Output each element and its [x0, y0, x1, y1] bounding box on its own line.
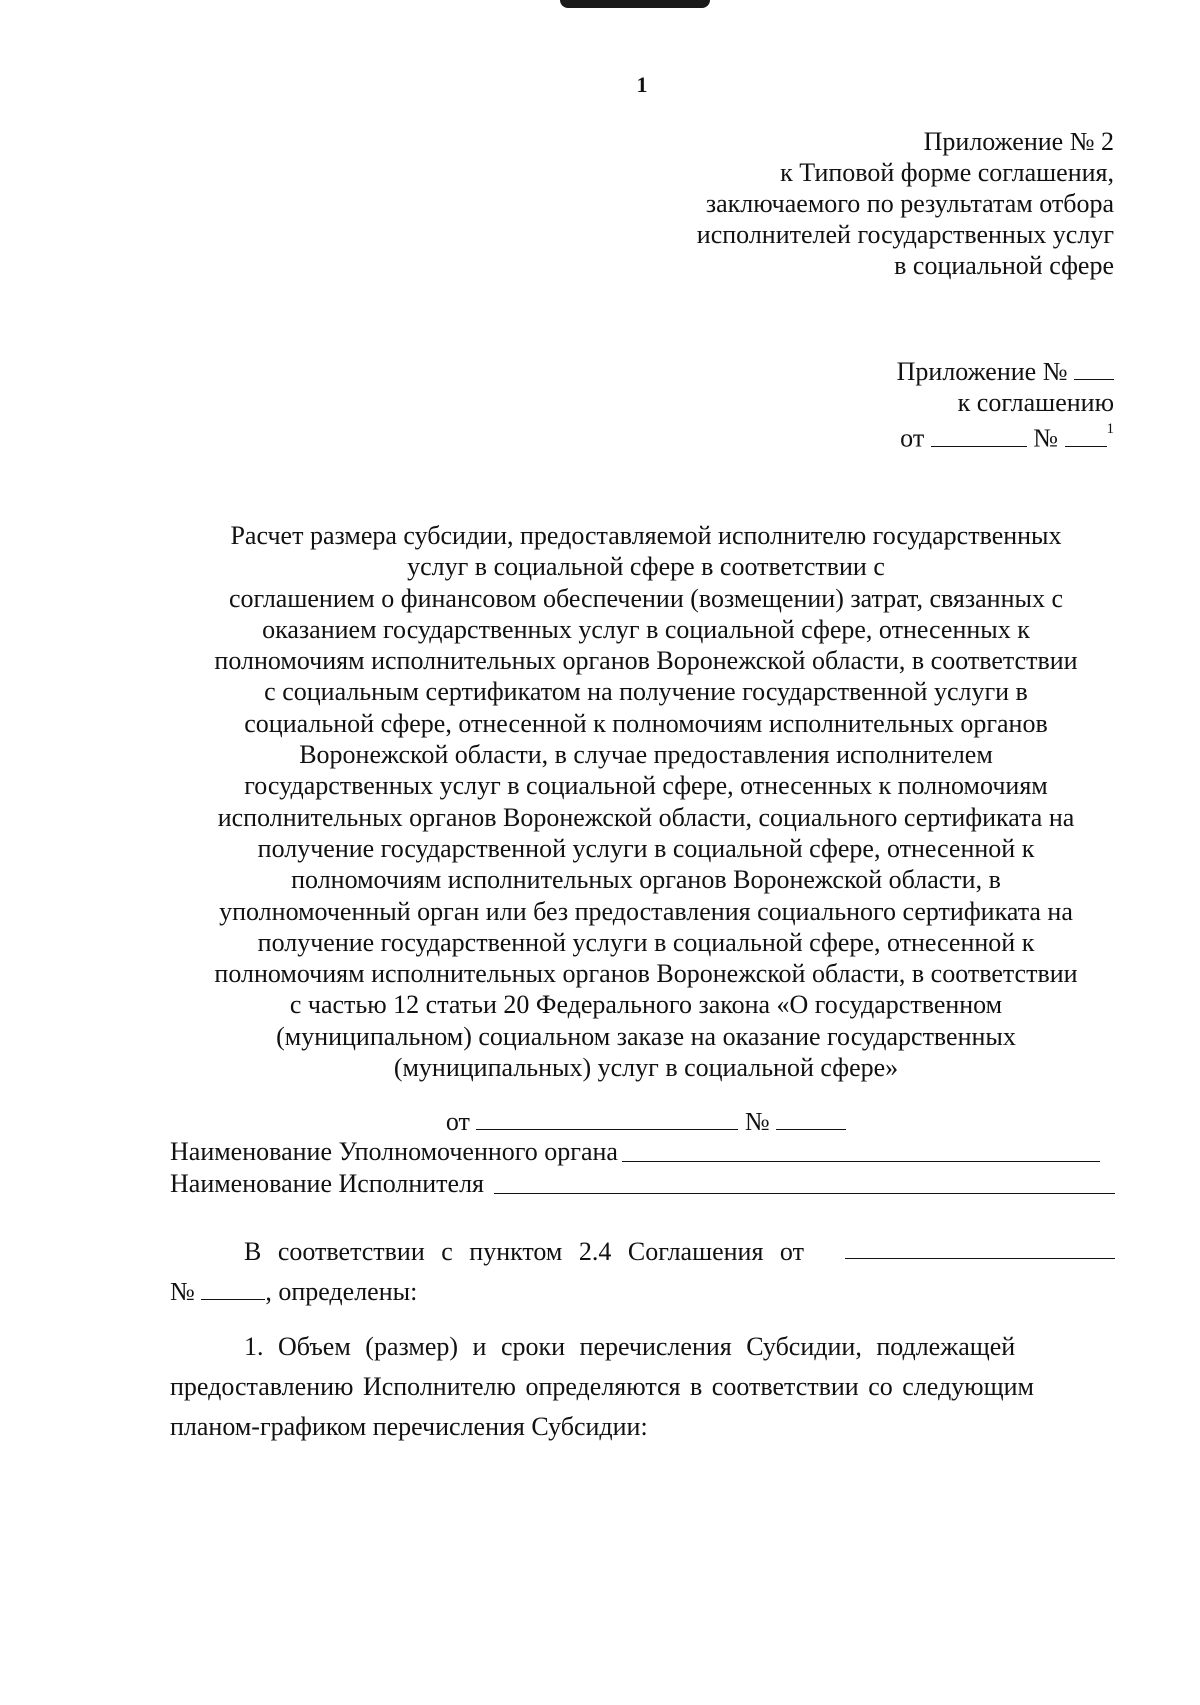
title-line: социальной сфере, отнесенной к полномочиям исполнительных органов	[244, 708, 1048, 738]
footnote-mark: 1	[1106, 421, 1114, 437]
scan-artifact	[560, 0, 710, 8]
title-line: государственных услуг в социальной сфере, отнесенных к полномочиям	[244, 771, 1048, 801]
title-line: уполномоченный орган или без предоставления социального сертификата на	[219, 896, 1073, 926]
intro-line-1	[170, 1232, 1115, 1272]
title-line: полномочиям исполнительных органов Воронежской области, в	[291, 865, 1001, 895]
agreement-label-line: к соглашению	[957, 388, 1114, 417]
agreement-appendix-number-line	[754, 356, 1114, 387]
agreement-appendix-label: Приложение №	[896, 357, 1068, 386]
appendix-header-line: заключаемого по результатам отбора	[705, 189, 1114, 218]
title-line: (муниципальном) социальном заказе на оказание государственных	[276, 1021, 1016, 1051]
title-line: соглашением о финансовом обеспечении (возмещении) затрат, связанных с	[228, 583, 1064, 613]
agreement-date-field[interactable]	[845, 1232, 1115, 1259]
title-line: получение государственной услуги в социальной сфере, отнесенной к	[257, 927, 1035, 957]
intro-suffix: , определены:	[265, 1277, 418, 1306]
appendix-header	[697, 126, 1114, 281]
agreement-number-blank[interactable]	[1065, 424, 1107, 447]
subsidy-line: предоставлению Исполнителю определяются в соответствии со следующим	[170, 1372, 1034, 1401]
calculation-date-line	[166, 1106, 1126, 1137]
agreement-date-blank[interactable]	[931, 424, 1027, 447]
agreement-appendix-block	[754, 356, 1114, 454]
title-line: исполнительных органов Воронежской области, социального сертификата на	[217, 802, 1075, 832]
agreement-number-label: №	[1033, 423, 1058, 453]
title-line: с частью 12 статьи 20 Федерального закона «О государственном	[289, 990, 1003, 1020]
title-line: с социальным сертификатом на получение государственной услуги в	[264, 677, 1028, 707]
title-line: (муниципальных) услуг в социальной сфере»	[393, 1053, 899, 1083]
calculation-number-blank[interactable]	[776, 1107, 846, 1130]
agreement-date-line	[754, 418, 1114, 454]
appendix-header-line: в социальной сфере	[894, 251, 1114, 280]
title-line: полномочиям исполнительных органов Воронежской области, в соответствии	[214, 959, 1078, 989]
appendix-header-line: к Типовой форме соглашения,	[780, 158, 1114, 187]
authorized-body-line	[170, 1136, 1100, 1167]
executor-blank[interactable]	[494, 1193, 1115, 1194]
intro-text: В соответствии с пунктом 2.4 Соглашения от	[244, 1237, 804, 1266]
appendix-number-blank[interactable]	[1074, 357, 1114, 380]
calculation-date-blank[interactable]	[476, 1107, 738, 1130]
agreement-number-field[interactable]	[201, 1277, 265, 1300]
subsidy-line: планом-графиком перечисления Субсидии:	[170, 1412, 648, 1441]
intro-line-2	[170, 1272, 1115, 1312]
title-line: оказанием государственных услуг в социальной сфере, отнесенных к	[262, 614, 1030, 644]
calculation-number-label: №	[744, 1107, 770, 1136]
page-number: 1	[636, 72, 648, 97]
title-line: Воронежской области, в случае предоставления исполнителем	[299, 740, 993, 770]
document-title	[166, 520, 1126, 1083]
title-line: полномочиям исполнительных органов Воронежской области, в соответствии	[214, 646, 1078, 676]
appendix-header-line: Приложение № 2	[923, 127, 1114, 156]
authorized-body-label: Наименование Уполномоченного органа	[170, 1137, 618, 1166]
executor-label: Наименование Исполнителя	[170, 1169, 485, 1198]
intro-paragraph	[170, 1232, 1115, 1312]
executor-line	[170, 1168, 1115, 1199]
authorized-body-blank[interactable]	[622, 1161, 1100, 1162]
title-line: Расчет размера субсидии, предоставляемой исполнителю государственных	[230, 521, 1062, 550]
title-line: услуг в социальной сфере в соответствии с	[407, 552, 885, 582]
calculation-from-label: от	[445, 1107, 470, 1136]
subsidy-line: 1. Объем (размер) и сроки перечисления Субсидии, подлежащей	[244, 1332, 1016, 1361]
title-line: получение государственной услуги в социальной сфере, отнесенной к	[257, 833, 1035, 863]
agreement-from-label: от	[900, 423, 925, 453]
subsidy-paragraph	[170, 1327, 1115, 1447]
appendix-header-line: исполнителей государственных услуг	[696, 220, 1114, 249]
intro-number-label: №	[170, 1277, 195, 1306]
